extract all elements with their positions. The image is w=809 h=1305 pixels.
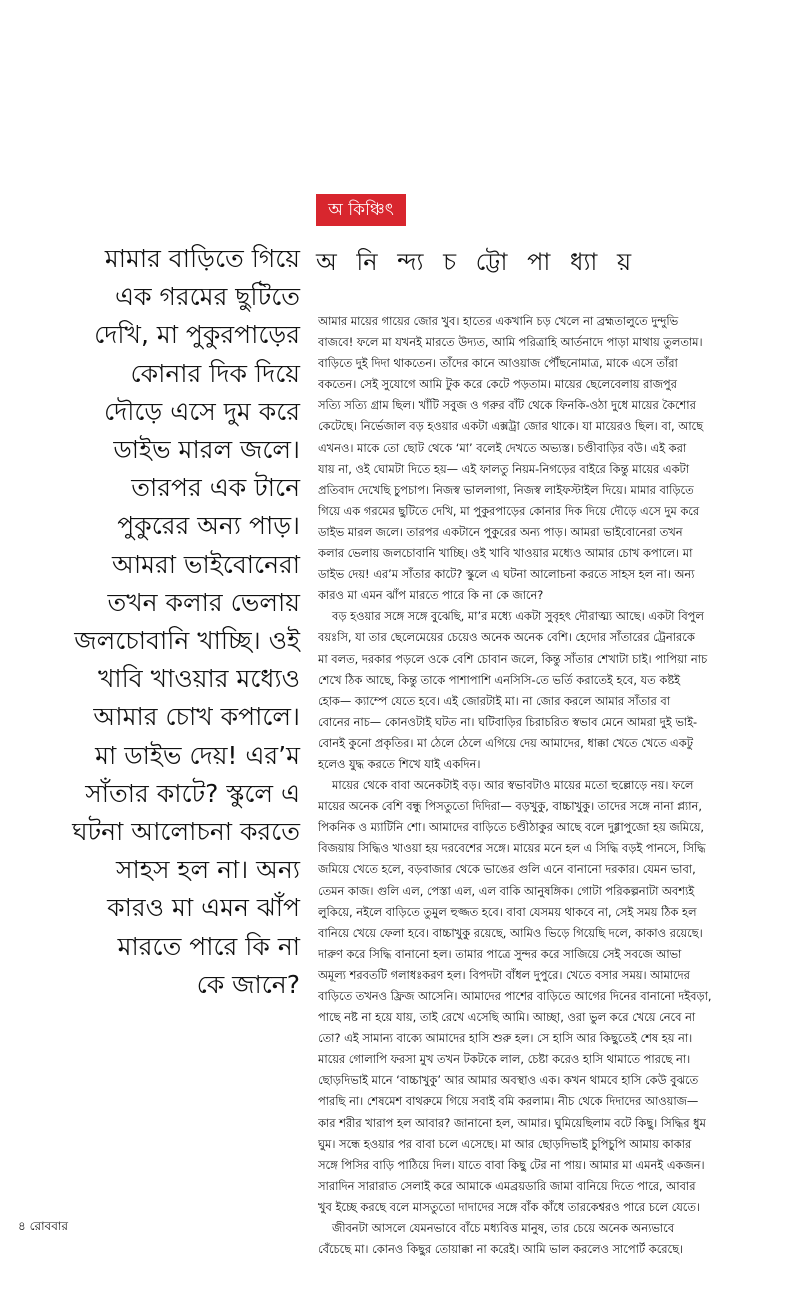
pull-quote-line: দৌড়ে এসে দুম করে xyxy=(103,396,300,426)
article-line: বকতেন। সেই সুযোগে আমি টুক করে কেটে পড়তাম। মায়ের ছেলেবেলায় রাজপুর xyxy=(318,377,677,392)
article-line: তেমন কাজ। গুলি এল, পেস্তা এল, এল বাকি আনুষঙ্গিক। গোটা পরিকল্পনাটা অবশ্যই xyxy=(318,883,695,898)
pull-quote xyxy=(18,240,300,1004)
article-line: দারুণ করে সিদ্ধি বানানো হল। তামার পাত্রে সুন্দর করে সাজিয়ে সেই সবজে আভা xyxy=(318,946,682,961)
article-line: কলার ভেলায় জলচোবানি খাচ্ছি। ওই খাবি খাওয়ার মধ্যেও আমার চোখ কপালে। মা xyxy=(318,546,693,561)
article-line: হোক— ক্যাম্পে যেতে হবে। এই জোরটাই মা। না জোর করলে আমার সাঁতার বা xyxy=(318,693,671,708)
article-line: অমূল্য শরবতটি গলাধঃকরণ হল। বিপদটা বাঁধল দুপুরে। খেতে বসার সময়। আমাদের xyxy=(318,967,690,982)
article-line: মায়ের গোলাপি ফরসা মুখ তখন টকটকে লাল, চেষ্টা করেও হাসি থামাতে পারছে না। xyxy=(318,1052,691,1067)
article-line: সত্যি সত্যি গ্রাম ছিল। খাঁটি সবুজ ও গরুর বাঁট থেকে ফিনকি-ওঠা দুধে মায়ের কৈশোর xyxy=(318,398,696,413)
article-line: আমার মায়ের গায়ের জোর খুব। হাতের একখানি চড় খেলে না ব্রহ্মতালুতে দুন্দুভি xyxy=(318,314,679,328)
article-line: বানিয়ে খেয়ে ফেলা হবে। বাচ্চাখুকু রয়েছে, আমিও ভিড়ে গিয়েছি দলে, কাকাও রয়েছে। xyxy=(318,925,703,940)
article-body xyxy=(318,311,788,1260)
article-line: গিয়ে এক গরমের ছুটিতে দেখি, মা পুকুরপাড়ের কোনার দিক দিয়ে দৌড়ে এসে দুম করে xyxy=(318,503,700,518)
author-byline: অ নি ন্দ্য চ ট্টো পা ধ্যা য় xyxy=(316,248,638,276)
pull-quote-line: এক গরমের ছুটিতে xyxy=(115,282,300,312)
pull-quote-line: আমার চোখ কপালে। xyxy=(93,702,300,732)
pull-quote-line: ডাইভ মারল জলে। xyxy=(113,435,300,465)
pull-quote-line: কোনার দিক দিয়ে xyxy=(130,358,300,388)
pull-quote-line: খাবি খাওয়ার মধ্যেও xyxy=(97,664,300,694)
article-line: কারও মা এমন ঝাঁপ মারতে পারে কি না কে জানে? xyxy=(318,588,544,603)
article-line: বয়ঃসি, যা তার ছেলেমেয়ের চেয়েও অনেক অনেক বেশি। হেদোর সাঁতারের ট্রেনারকে xyxy=(318,630,695,645)
article-line: তো? এই সামান্য বাক্যে আমাদের হাসি শুরু হল। সে হাসি আর কিছুতেই শেষ হয় না। xyxy=(318,1031,693,1046)
pull-quote-line: পুকুরের অন্য পাড়। xyxy=(117,511,300,541)
article-line: বেঁচেছে মা। কোনও কিছুর তোয়াক্কা না করেই। আমি ভাল করলেও সাপোর্ট করেছে। xyxy=(318,1242,684,1257)
pull-quote-line: সাঁতার কাটে? স্কুলে এ xyxy=(85,778,300,808)
article-line: মায়ের অনেক বেশি বন্ধু পিসতুতো দিদিরা— বড়খুকু, বাচ্চাখুকু। তাদের সঙ্গে নানা প্ল্যান, xyxy=(318,799,702,814)
article-line: সারাদিন সারারাত সেলাই করে আমাকে এমব্রয়ডারি জামা বানিয়ে দিতে পারে, আবার xyxy=(318,1178,696,1193)
page-footer: ৪ রোববার xyxy=(18,1219,68,1233)
article-line: ঘুম। সন্ধে হওয়ার পর বাবা চলে এসেছে। মা আর ছোড়দিভাই চুপিচুপি আমায় কাকার xyxy=(318,1136,692,1151)
article-line: ডাইভ মারল জলে। তারপর একটানে পুকুরের অন্য পাড়। আমরা ভাইবোনেরা তখন xyxy=(318,524,683,539)
article-line: কেটেছে। নির্ভেজাল বড় হওয়ার একটা এক্সট্রা জোর থাকে। যা মায়েরও ছিল। বা, আছে xyxy=(318,419,704,434)
article-line: মা বলত, দরকার পড়লে ওকে বেশি চোবান জলে, কিন্তু সাঁতার শেখাটা চাই। পাপিয়া নাচ xyxy=(318,651,708,666)
pull-quote-line: কারও মা এমন ঝাঁপ xyxy=(107,893,300,923)
pull-quote-line: তারপর এক টানে xyxy=(131,473,300,503)
article-line: খুব ইচ্ছে করছে বলে মাসতুতো দাদাদের সঙ্গে বাঁক কাঁধে তারকেশ্বরও পারে চলে যেতে। xyxy=(318,1199,700,1214)
article-line: বাড়িতে তখনও ফ্রিজ আসেনি। আমাদের পাশের বাড়িতে আগের দিনের বানানো দইবড়া, xyxy=(318,989,712,1003)
pull-quote-line: সাহস হল না। অন্য xyxy=(116,855,300,885)
article-line: প্রতিবাদ দেখেছি চুপচাপ। নিজস্ব ভাললাগা, নিজস্ব লাইফস্টাইল দিয়ে। মামার বাড়িতে xyxy=(318,482,694,497)
article-line: বাড়িতে দুই দিদা থাকতেন। তাঁদের কানে আওয়াজ পৌঁছনোমাত্র, মাকে এসে তাঁরা xyxy=(318,356,678,371)
article-line: বিজয়ায় সিদ্ধিও খাওয়া হয় দরবেশের সঙ্গে। মায়ের মনে হল এ সিদ্ধি বড়ই পানসে, সিদ্ধি xyxy=(318,841,706,856)
article-line: বড় হওয়ার সঙ্গে সঙ্গে বুঝেছি, মা’র মধ্যে একটা সুবৃহৎ দৌরাত্ম্য আছে। একটা বিপুল xyxy=(332,609,704,624)
pull-quote-line: মারতে পারে কি না xyxy=(117,931,300,961)
article-line: বাজবে! ফলে মা যখনই মারতে উদ্যত, আমি পরিত্রাহি আর্তনাদে পাড়া মাথায় তুলতাম। xyxy=(318,335,703,350)
article-line: ডাইভ দেয়! এর’ম সাঁতার কাটে? স্কুলে এ ঘটনা আলোচনা করতে সাহস হল না। অন্য xyxy=(318,567,695,582)
section-badge: অ কিঞ্চিৎ xyxy=(316,194,406,226)
article-line: লুকিয়ে, নইলে বাড়িতে তুমুল হুজ্জত হবে। বাবা যেসময় থাকবে না, সেই সময় ঠিক হল xyxy=(318,904,697,919)
pull-quote-line: তখন কলার ভেলায় xyxy=(107,587,300,617)
pull-quote-line: দেখি, মা পুকুরপাড়ের xyxy=(94,320,300,350)
article-line: কার শরীর খারাপ হল আবার? জানানো হল, আমার। ঘুমিয়েছিলাম বটে কিছু। সিদ্ধির ধুম xyxy=(318,1115,706,1130)
article-line: পাছে নষ্ট না হয়ে যায়, তাই রেখে এসেছি আমি। আচ্ছা, ওরা ভুল করে খেয়ে নেবে না xyxy=(318,1010,696,1025)
article-line: হলেও যুদ্ধ করতে শিখে যাই একদিন। xyxy=(318,756,481,771)
article-line: পারছি না। শেষমেশ বাথরুমে গিয়ে সবাই বমি করলাম। নীচ থেকে দিদাদের আওয়াজ— xyxy=(318,1094,699,1109)
pull-quote-line: মা ডাইভ দেয়! এর’ম xyxy=(95,740,300,770)
article-line: পিকনিক ও ম্যাটিনি শো। আমাদের বাড়িতে চণ্ডীঠাকুর আছে বলে দুগ্গাপুজো হয় জমিয়ে, xyxy=(318,820,705,835)
article-line: যায় না, ওই ঘোমটা দিতে হয়— এই ফালতু নিয়ম-নিগড়ের বাইরে কিন্তু মায়ের একটা xyxy=(318,461,690,476)
article-line: শেখে ঠিক আছে, কিন্তু তাকে পাশাপাশি এনসিসি-তে ভর্তি করাতেই হবে, যত কষ্টই xyxy=(318,672,681,687)
article-line: জমিয়ে খেতে হলে, বড়বাজার থেকে ভাঙের গুলি এনে বানানো দরকার। যেমন ভাবা, xyxy=(318,862,696,877)
article-line: মায়ের থেকে বাবা অনেকটাই বড়। আর স্বভাবটাও মায়ের মতো হুল্লোড়ে নয়। ফলে xyxy=(332,778,694,793)
article-line: বোনই কুনো প্রকৃতির। মা ঠেলে ঠেলে এগিয়ে দেয় আমাদের, ধাক্কা খেতে খেতে একটু xyxy=(318,735,693,750)
article-line: ছোড়দিভাই মানে ‘বাচ্চাখুকু’ আর আমার অবস্থাও এক। কখন থামবে হাসি কেউ বুঝতে xyxy=(318,1073,699,1088)
pull-quote-line: জলচোবানি খাচ্ছি। ওই xyxy=(74,626,300,656)
article-line: জীবনটা আসলে যেমনভাবে বাঁচে মধ্যবিত্ত মানুষ, তার চেয়ে অনেক অন্যভাবে xyxy=(332,1221,675,1236)
article-line: বোনের নাচ— কোনওটাই ঘটত না। ঘটিবাড়ির চিরাচরিত স্বভাব মেনে আমরা দুই ভাই- xyxy=(318,714,698,729)
article-line: সঙ্গে পিসির বাড়ি পাঠিয়ে দিল। যাতে বাবা কিছু টের না পায়। আমার মা এমনই একজন। xyxy=(318,1157,705,1172)
pull-quote-line: আমরা ভাইবোনেরা xyxy=(111,549,300,579)
pull-quote-line: ঘটনা আলোচনা করতে xyxy=(72,817,300,847)
article-line: এখনও। মাকে তো ছোট থেকে ‘মা’ বলেই দেখতে অভ্যস্ত। চণ্ডীবাড়ির বউ। এই করা xyxy=(318,440,687,455)
pull-quote-line: মামার বাড়িতে গিয়ে xyxy=(104,244,300,273)
pull-quote-line: কে জানে? xyxy=(196,969,300,999)
